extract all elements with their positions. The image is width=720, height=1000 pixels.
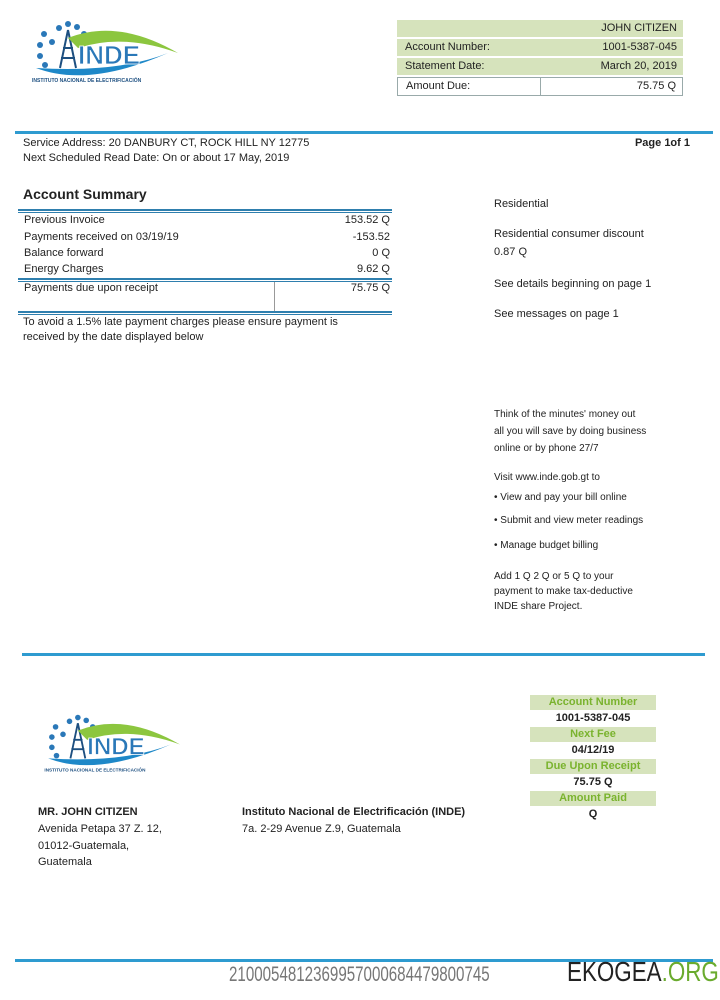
divider bbox=[18, 311, 392, 315]
discount-value: 0.87 Q bbox=[494, 246, 528, 258]
summary-row: Balance forward 0 Q bbox=[24, 247, 390, 259]
next-fee-value: 04/12/19 bbox=[571, 744, 615, 756]
account-number-row bbox=[397, 39, 683, 56]
divider bbox=[22, 653, 705, 656]
customer-name: JOHN CITIZEN bbox=[601, 22, 677, 34]
svg-text:INSTITUTO NACIONAL DE ELECTRIF: INSTITUTO NACIONAL DE ELECTRIFICACIÓN bbox=[44, 767, 146, 773]
promo-text: all you will save by doing business bbox=[494, 426, 647, 437]
divider bbox=[274, 282, 275, 312]
account-header-table bbox=[397, 20, 683, 98]
label: Amount Due: bbox=[406, 80, 471, 92]
statement-date: March 20, 2019 bbox=[600, 60, 677, 72]
late-payment-note: To avoid a 1.5% late payment charges please ensure payment is bbox=[23, 316, 338, 328]
summary-total-row: Payments due upon receipt 75.75 Q bbox=[24, 282, 390, 294]
due-upon-receipt-value: 75.75 Q bbox=[573, 776, 613, 788]
customer-name: MR. JOHN CITIZEN bbox=[38, 806, 138, 818]
barcode-number: 210005481236995700068447980074​5 bbox=[229, 963, 490, 986]
amount-paid-value: Q bbox=[588, 808, 598, 820]
account-number-label: Account Number bbox=[530, 695, 656, 710]
account-summary-title: Account Summary bbox=[23, 186, 147, 202]
svg-text:INDE: INDE bbox=[87, 733, 145, 761]
account-number: 1001-5387-045 bbox=[602, 41, 677, 53]
company-address: 7a. 2-29 Avenue Z.9, Guatemala bbox=[242, 823, 401, 835]
inde-logo bbox=[40, 712, 190, 780]
summary-row: Payments received on 03/19/19 -153.52 bbox=[24, 231, 390, 243]
summary-row: Energy Charges 9.62 Q bbox=[24, 263, 390, 275]
svg-text:INSTITUTO NACIONAL DE ELECTRIF: INSTITUTO NACIONAL DE ELECTRIFICACIÓN bbox=[32, 78, 142, 84]
visit-website-text: Visit www.inde.gob.gt to bbox=[494, 472, 600, 483]
promo-text: Think of the minutes' money out bbox=[494, 409, 636, 420]
stub-fields bbox=[530, 695, 656, 823]
promo-text: online or by phone 27/7 bbox=[494, 443, 599, 454]
next-fee-label: Next Fee bbox=[530, 727, 656, 742]
inde-logo bbox=[28, 18, 188, 91]
bullet-item: • View and pay your bill online bbox=[494, 492, 627, 503]
page-number: Page 1of 1 bbox=[634, 137, 690, 149]
discount-label: Residential consumer discount bbox=[494, 228, 644, 240]
label: Statement Date: bbox=[405, 60, 485, 72]
company-name: Instituto Nacional de Electrificación (INDE) bbox=[242, 806, 466, 818]
late-payment-note: received by the date displayed below bbox=[23, 331, 204, 343]
bullet-item: • Submit and view meter readings bbox=[494, 515, 644, 526]
customer-address: Avenida Petapa 37 Z. 12, bbox=[38, 823, 162, 835]
donation-text: Add 1 Q 2 Q or 5 Q to your bbox=[494, 571, 614, 582]
messages-note: See messages on page 1 bbox=[494, 308, 619, 320]
bullet-item: • Manage budget billing bbox=[494, 540, 599, 551]
donation-text: payment to make tax-deductive bbox=[494, 586, 633, 597]
customer-address: 01012-Guatemala, bbox=[38, 840, 130, 852]
amount-paid-label: Amount Paid bbox=[530, 791, 656, 806]
donation-text: INDE share Project. bbox=[494, 601, 583, 612]
watermark: EKOGEA.ORG bbox=[567, 956, 719, 987]
amount-due: 75.75 Q bbox=[636, 80, 676, 92]
residential-label: Residential bbox=[494, 198, 549, 210]
details-note: See details beginning on page 1 bbox=[494, 278, 652, 290]
customer-name-row bbox=[397, 20, 683, 37]
account-number-value: 1001-5387-045 bbox=[555, 712, 631, 724]
next-read-date: Next Scheduled Read Date: On or about 17 May, 2019 bbox=[23, 152, 290, 164]
label: Account Number: bbox=[405, 41, 490, 53]
divider bbox=[15, 131, 713, 134]
amount-due-row bbox=[397, 77, 683, 96]
customer-address: Guatemala bbox=[38, 856, 92, 868]
summary-row: Previous Invoice 153.52 Q bbox=[24, 214, 390, 226]
due-upon-receipt-label: Due Upon Receipt bbox=[530, 759, 656, 774]
svg-text:INDE: INDE bbox=[78, 40, 141, 70]
statement-date-row bbox=[397, 58, 683, 75]
service-address: Service Address: 20 DANBURY CT, ROCK HILL NY 12775 bbox=[23, 137, 310, 149]
